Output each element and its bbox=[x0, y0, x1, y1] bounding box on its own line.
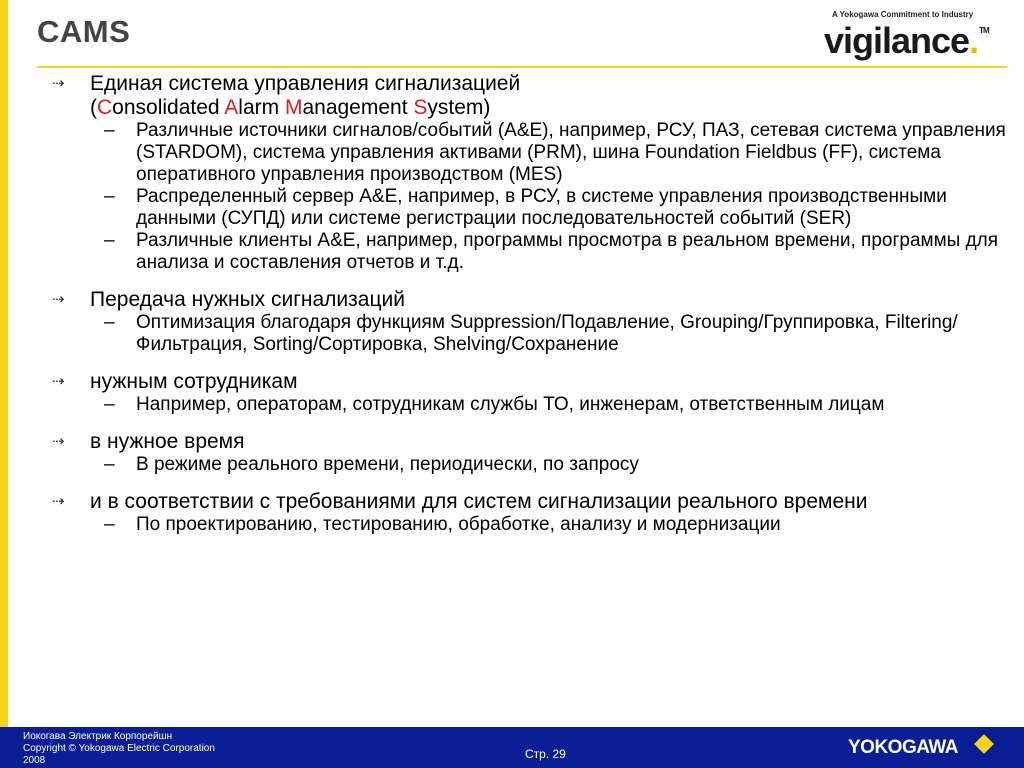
dash-bullet-icon: – bbox=[104, 514, 115, 535]
highlight-letter: S bbox=[413, 96, 428, 119]
sub-bullet-item bbox=[52, 514, 1012, 536]
page-number: Стр. 29 bbox=[525, 747, 566, 761]
dash-bullet-icon: – bbox=[104, 454, 115, 475]
bullet-text-segment: ystem) bbox=[427, 96, 491, 119]
bullet-text-segment: larm bbox=[238, 96, 285, 119]
footer-year: 2008 bbox=[23, 755, 46, 766]
sub-bullet-item bbox=[52, 186, 1012, 230]
bullet-text-segment: anagement bbox=[302, 96, 414, 119]
bullet-spacer bbox=[52, 356, 1012, 370]
dash-bullet-icon: – bbox=[104, 312, 115, 333]
bullet-text-segment: в нужное время bbox=[90, 430, 245, 453]
yokogawa-brand: YOKOGAWA bbox=[848, 737, 959, 758]
arrow-bullet-icon: ⇢ bbox=[52, 493, 65, 510]
bullet-item bbox=[52, 370, 1012, 394]
dash-bullet-icon: – bbox=[104, 394, 115, 415]
dash-bullet-icon: – bbox=[104, 120, 115, 141]
bullet-text-segment: Передача нужных сигнализаций bbox=[90, 288, 405, 311]
logo-word-text: vigilance bbox=[824, 20, 970, 61]
footer-bar bbox=[0, 727, 1024, 768]
footer-copyright: Copyright © Yokogawa Electric Corporation bbox=[23, 743, 215, 754]
bullet-spacer bbox=[52, 274, 1012, 288]
bullet-text bbox=[90, 370, 298, 393]
arrow-bullet-icon: ⇢ bbox=[52, 75, 65, 92]
bullet-text-segment: ( bbox=[90, 96, 97, 119]
left-accent-bar bbox=[0, 0, 8, 727]
bullet-spacer bbox=[52, 416, 1012, 430]
arrow-bullet-icon: ⇢ bbox=[52, 373, 65, 390]
highlight-letter: M bbox=[284, 96, 303, 119]
bullet-text-segment: нужным сотрудникам bbox=[90, 370, 298, 393]
sub-bullet-text: Например, операторам, сотрудникам службы ТО, инженерам, ответственным лицам bbox=[136, 394, 885, 415]
logo-dot: . bbox=[969, 20, 979, 61]
arrow-bullet-icon: ⇢ bbox=[52, 433, 65, 450]
bullet-list bbox=[52, 72, 1012, 536]
title-divider bbox=[37, 66, 1007, 68]
sub-bullet-item bbox=[52, 230, 1012, 274]
dash-bullet-icon: – bbox=[104, 230, 115, 251]
bullet-spacer bbox=[52, 476, 1012, 490]
bullet-text-segment: и в соответствии с требованиями для систем сигнализации реального времени bbox=[90, 490, 868, 513]
bullet-item bbox=[52, 72, 1012, 120]
logo-wordmark bbox=[824, 20, 989, 62]
bullet-text bbox=[90, 72, 520, 119]
sub-bullet-text: По проектированию, тестированию, обработке, анализу и модернизации bbox=[136, 514, 781, 535]
bullet-text-segment: onsolidated bbox=[112, 96, 225, 119]
sub-bullet-item bbox=[52, 394, 1012, 416]
bullet-item bbox=[52, 430, 1012, 454]
bullet-text bbox=[90, 430, 245, 453]
bullet-item bbox=[52, 490, 1012, 514]
sub-bullet-item bbox=[52, 454, 1012, 476]
bullet-text bbox=[90, 490, 867, 513]
dash-bullet-icon: – bbox=[104, 186, 115, 207]
bullet-text-segment: Единая система управления сигнализацией bbox=[90, 72, 521, 95]
sub-bullet-item bbox=[52, 120, 1012, 186]
logo-trademark: TM bbox=[979, 26, 989, 35]
sub-bullet-text: Распределенный сервер А&Е, например, в РСУ, в системе управления производственными данными (СУПД) или системе регистрации последовательностей событий (SER) bbox=[136, 186, 947, 229]
logo-tagline: A Yokogawa Commitment to Industry bbox=[832, 10, 974, 19]
highlight-letter: A bbox=[224, 96, 239, 119]
sub-bullet-text: Различные источники сигналов/событий (А&Е), например, РСУ, ПАЗ, сетевая система управления (STARDOM), система управления активами (PRM), шина Foundation Fieldbus (FF), система оперативного управления производством (MES) bbox=[136, 120, 1006, 185]
sub-bullet-item bbox=[52, 312, 1012, 356]
footer-copyright-block bbox=[23, 731, 215, 767]
sub-bullet-text: Оптимизация благодаря функциям Suppression/Подавление, Grouping/Группировка, Filtering/Фильтрация, Sorting/Сортировка, Shelving/Сохранение bbox=[136, 312, 958, 355]
footer-company-ru: Иокогава Электрик Корпорейшн bbox=[23, 731, 173, 742]
diamond-icon bbox=[974, 734, 994, 754]
sub-bullet-text: В режиме реального времени, периодически, по запросу bbox=[136, 454, 639, 475]
bullet-text bbox=[90, 288, 405, 311]
arrow-bullet-icon: ⇢ bbox=[52, 291, 65, 308]
slide-title: CAMS bbox=[37, 14, 131, 49]
highlight-letter: C bbox=[97, 96, 113, 119]
vigilance-logo bbox=[824, 8, 1014, 64]
sub-bullet-text: Различные клиенты А&Е, например, программы просмотра в реальном времени, программы для анализа и составления отчетов и т.д. bbox=[136, 230, 999, 273]
bullet-item bbox=[52, 288, 1012, 312]
